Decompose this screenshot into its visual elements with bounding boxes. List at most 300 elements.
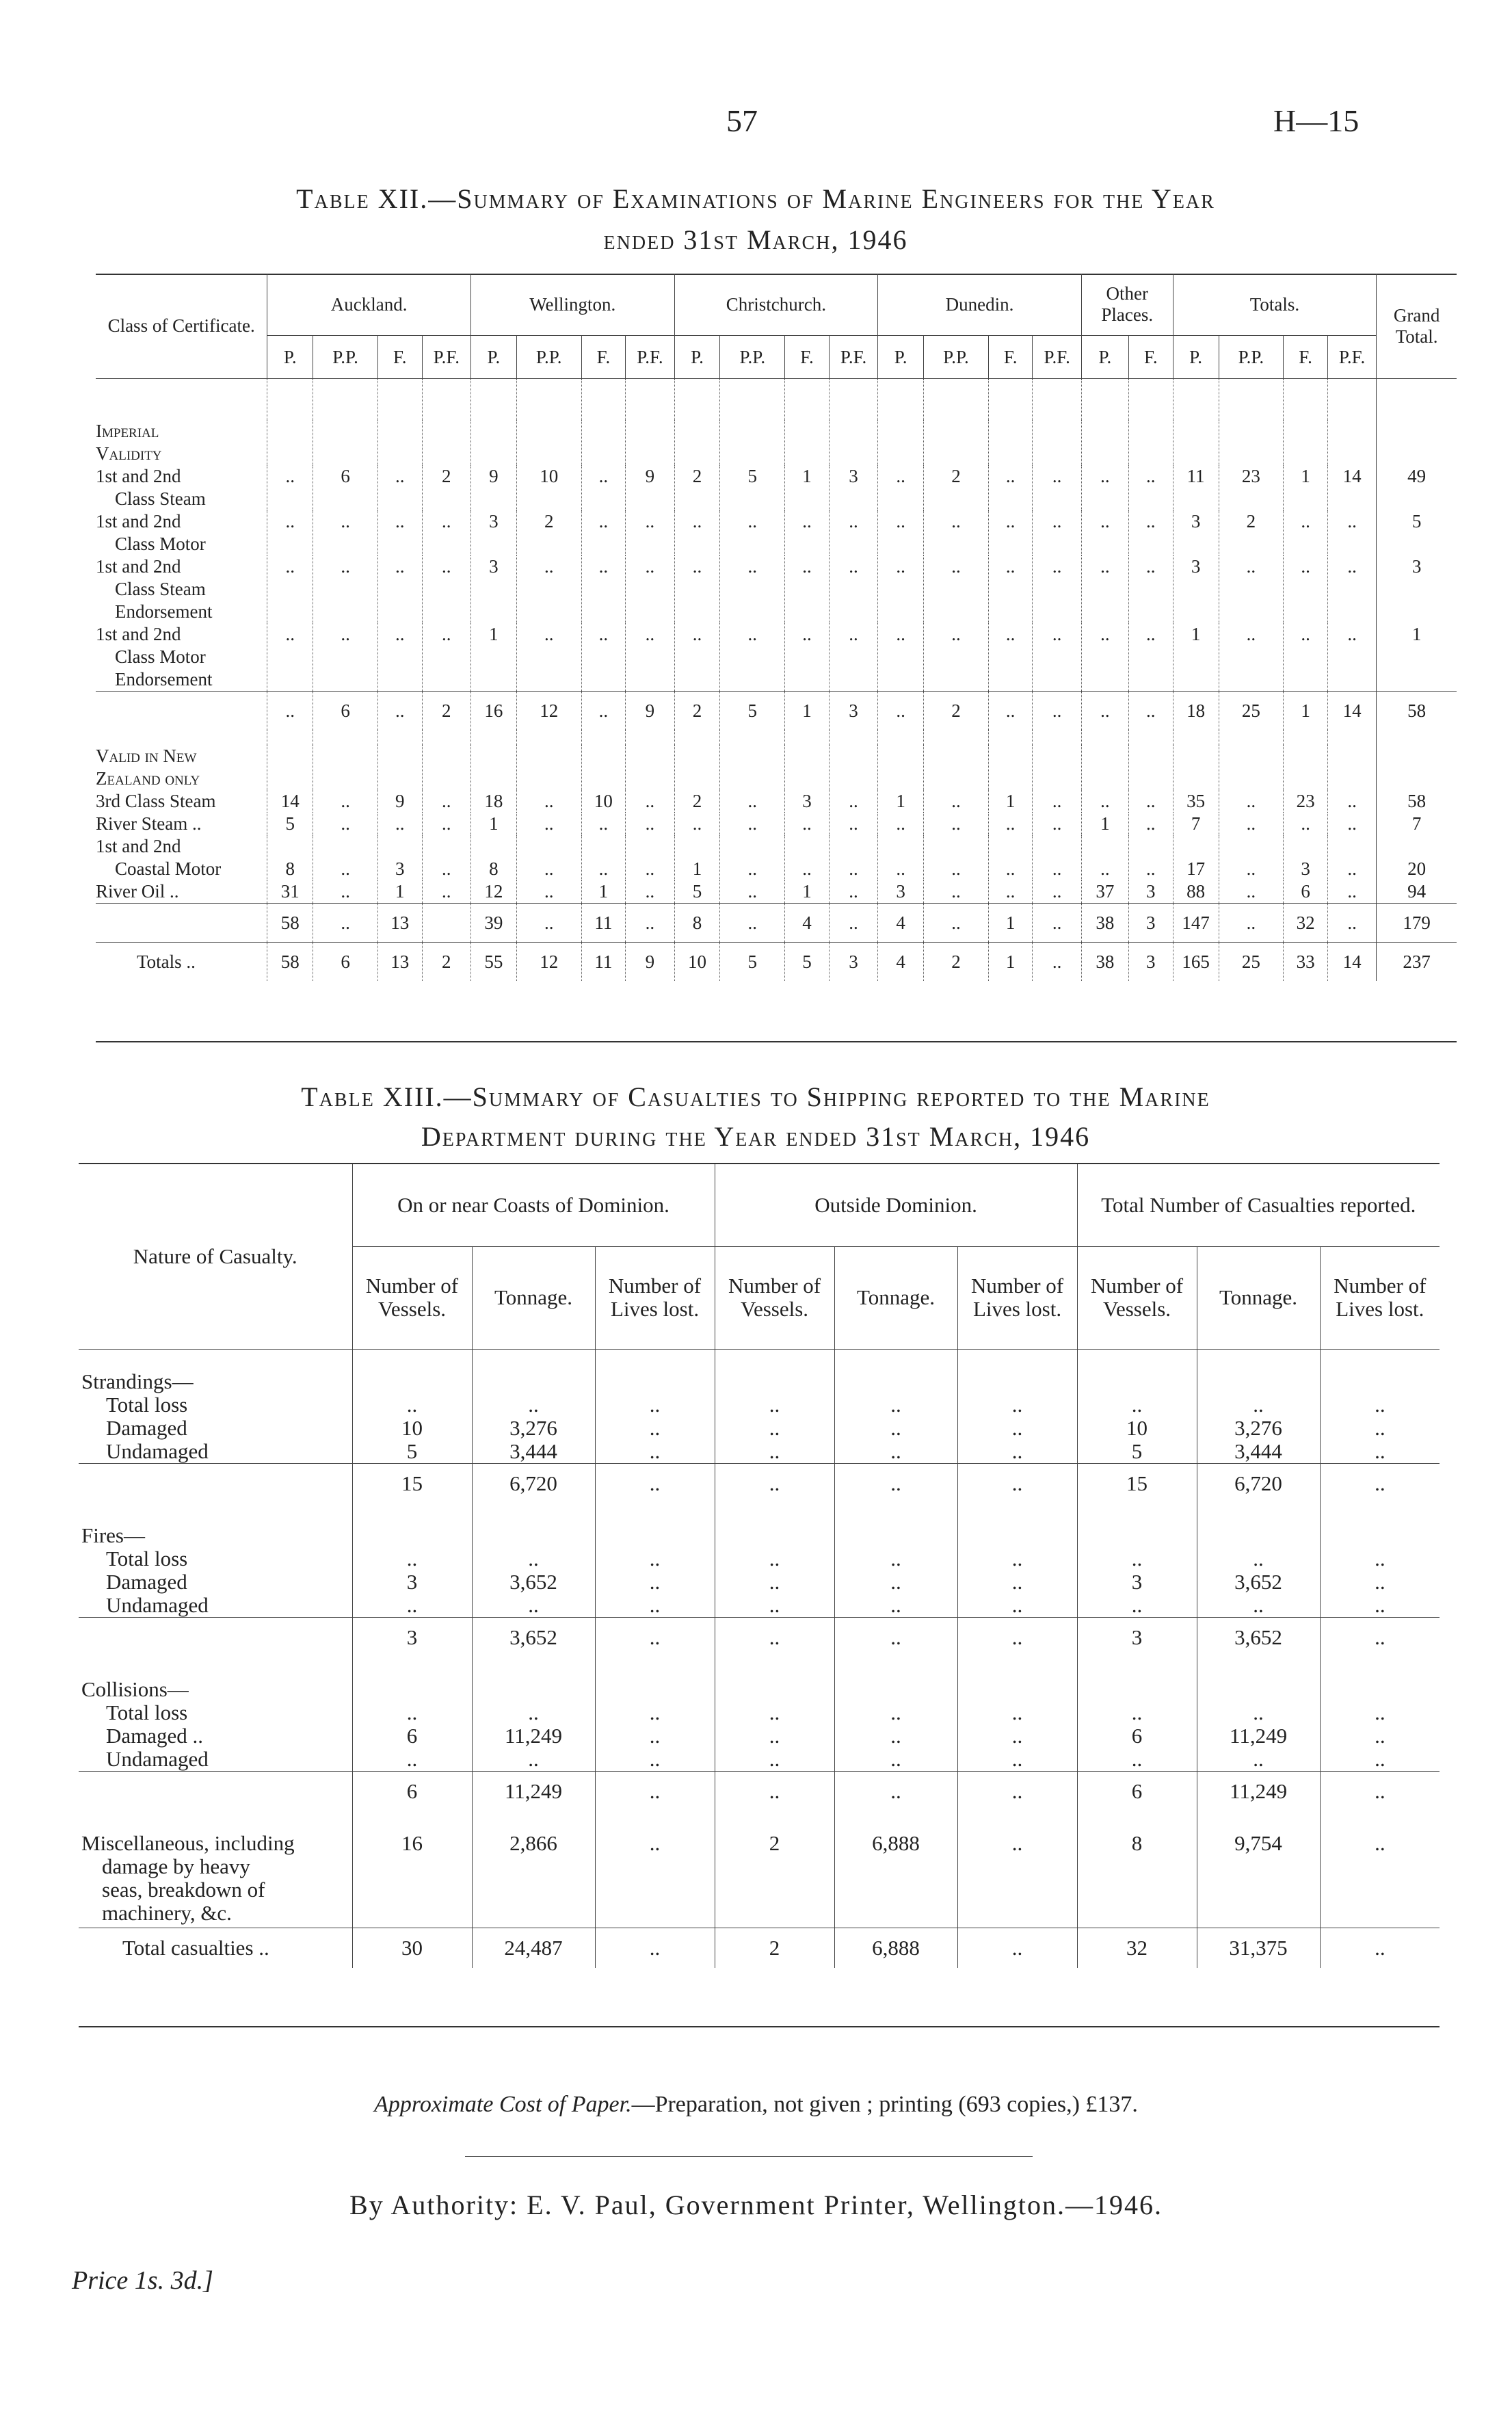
table12-cell: 3 — [377, 835, 422, 880]
table13-group-header: Total Number of Casualties reported. — [1077, 1164, 1440, 1246]
table12-cell: .. — [720, 623, 785, 692]
table12-sub-header: P. — [674, 336, 720, 379]
table12-row-label — [96, 730, 267, 745]
table13-cell: .. — [957, 1617, 1077, 1657]
table13-row-label — [79, 1928, 352, 1968]
table13-cell: .. — [957, 1748, 1077, 1772]
table12-cell: .. — [626, 623, 674, 692]
table12-cell: .. — [674, 510, 720, 555]
table12-cell: .. — [878, 510, 924, 555]
table13-row — [79, 1678, 1440, 1701]
table12-cell: 165 — [1173, 943, 1219, 982]
table12-cell — [626, 745, 674, 790]
table12-cell: 38 — [1081, 904, 1128, 943]
table13-sub-header: Number of Lives lost. — [1320, 1246, 1440, 1349]
table13-cell — [352, 1524, 472, 1547]
table12-cell: 12 — [470, 880, 516, 904]
table13-cell — [352, 1503, 472, 1524]
table13-sub-header: Number of Lives lost. — [957, 1246, 1077, 1349]
table12-cell: .. — [267, 623, 313, 692]
table12-cell: 17 — [1173, 835, 1219, 880]
table12-cell: .. — [924, 623, 989, 692]
table13-sub-header: Tonnage. — [834, 1246, 957, 1349]
table13-cell: 5 — [352, 1440, 472, 1464]
table13-cell — [595, 1503, 715, 1524]
table12-bottom-rule — [96, 1041, 1457, 1042]
table12-cell — [1173, 730, 1219, 745]
table12-cell: .. — [1219, 880, 1284, 904]
table12-cell: .. — [1081, 692, 1128, 731]
table12-cell: .. — [674, 555, 720, 623]
table12-cell: .. — [626, 835, 674, 880]
table12-cell: .. — [1327, 904, 1376, 943]
table12-cell — [924, 745, 989, 790]
table12-cell: .. — [924, 904, 989, 943]
table13-cell — [1077, 1811, 1197, 1832]
table12-cell: .. — [1033, 790, 1081, 813]
table12-cell: 2 — [924, 943, 989, 982]
row-label-line: 1st and 2nd — [96, 624, 181, 644]
table12-cell: .. — [422, 813, 470, 835]
table13-cell: .. — [957, 1440, 1077, 1464]
table13-cell: 10 — [1077, 1417, 1197, 1440]
table13-row — [79, 1571, 1440, 1594]
table13-cell: 2 — [715, 1928, 834, 1968]
table12-cell: .. — [1327, 880, 1376, 904]
table13-cell: .. — [595, 1701, 715, 1724]
table13-cell: .. — [1197, 1594, 1320, 1618]
table12-cell: .. — [1219, 623, 1284, 692]
table12-cell: .. — [720, 835, 785, 880]
table13-row-label — [79, 1771, 352, 1811]
table13-row-label — [79, 1701, 352, 1724]
table12-cell — [1128, 745, 1173, 790]
table12-cell: .. — [924, 835, 989, 880]
table12-cell: 5 — [267, 813, 313, 835]
table12-cell: .. — [988, 692, 1033, 731]
table12-cell: 39 — [470, 904, 516, 943]
table12-cell: .. — [1081, 465, 1128, 510]
table12-cell: 1 — [785, 692, 830, 731]
table12-cell — [581, 730, 626, 745]
table12-cell: 5 — [720, 943, 785, 982]
table12-cell: .. — [829, 510, 877, 555]
table12-cell — [422, 745, 470, 790]
table13-cell: .. — [595, 1748, 715, 1772]
table13-cell — [715, 1503, 834, 1524]
table12-cell: 1 — [1081, 813, 1128, 835]
table12-cell: .. — [1219, 555, 1284, 623]
table13-cell: .. — [834, 1701, 957, 1724]
table12-sub-header: P.P. — [313, 336, 378, 379]
row-label-text: Collisions— — [81, 1677, 189, 1701]
table12-cell — [1284, 745, 1328, 790]
table13-row-label — [79, 1724, 352, 1748]
table12-cell: .. — [1327, 790, 1376, 813]
table13-cell: .. — [1077, 1594, 1197, 1618]
price: Price 1s. 3d.] — [72, 2266, 213, 2295]
table13-cell: 11,249 — [1197, 1771, 1320, 1811]
table12-cell: .. — [1128, 465, 1173, 510]
table12-cell: .. — [878, 623, 924, 692]
table12-cell: .. — [581, 555, 626, 623]
table13-cell: .. — [957, 1771, 1077, 1811]
row-label-text: Total loss — [106, 1393, 188, 1417]
table13-cell — [1320, 1349, 1440, 1370]
row-label-line: Class Steam — [115, 488, 206, 509]
misc-label-line: damage by heavy — [102, 1854, 250, 1878]
table12-grand-cell: 5 — [1377, 510, 1457, 555]
misc-label-line: Miscellaneous, including — [81, 1831, 295, 1855]
table13-cell: .. — [715, 1417, 834, 1440]
table13-cell: .. — [595, 1571, 715, 1594]
table12-cell — [377, 379, 422, 421]
cost-of-paper — [0, 2092, 1512, 2118]
table12-cell: .. — [1081, 790, 1128, 813]
table12-title-line1: Table XII.—Summary of Examinations of Marine Engineers for the Year — [296, 183, 1215, 214]
table13-cell: .. — [957, 1701, 1077, 1724]
table13-cell — [957, 1349, 1077, 1370]
table12-cell: .. — [422, 623, 470, 692]
table12-cell — [377, 730, 422, 745]
table12-cell — [720, 745, 785, 790]
table12-cell: 5 — [785, 943, 830, 982]
table12-cell: .. — [267, 465, 313, 510]
table12-cell: .. — [1128, 813, 1173, 835]
table13-row — [79, 1701, 1440, 1724]
table12 — [96, 274, 1457, 981]
table13-cell: .. — [595, 1724, 715, 1748]
table13-cell — [1197, 1370, 1320, 1393]
table12-row-label — [96, 623, 267, 692]
table12-cell: 2 — [422, 465, 470, 510]
table12-cell: 3 — [1128, 904, 1173, 943]
table13-cell — [834, 1678, 957, 1701]
table12-cell: .. — [785, 623, 830, 692]
table12-sub-header: P. — [470, 336, 516, 379]
table13-cell: .. — [715, 1571, 834, 1594]
table13-cell — [595, 1349, 715, 1370]
table13-cell — [472, 1370, 595, 1393]
table13-row — [79, 1463, 1440, 1503]
table13-cell: .. — [472, 1547, 595, 1571]
table13-cell — [1197, 1349, 1320, 1370]
table12-cell: 3 — [1173, 510, 1219, 555]
table12-cell — [1173, 379, 1219, 421]
table13-cell: .. — [1197, 1393, 1320, 1417]
table12-cell — [422, 379, 470, 421]
table12-cell — [377, 745, 422, 790]
table12-cell: 32 — [1284, 904, 1328, 943]
row-label-line: 1st and 2nd — [96, 511, 181, 531]
table13-row-label — [79, 1832, 352, 1928]
table12-cell: 33 — [1284, 943, 1328, 982]
table13-cell — [1077, 1678, 1197, 1701]
table12-cell — [674, 745, 720, 790]
table12-cell: .. — [1033, 943, 1081, 982]
table12-cell: 1 — [988, 904, 1033, 943]
table12-cell: 4 — [878, 943, 924, 982]
table13-cell: .. — [957, 1832, 1077, 1928]
table13-cell — [957, 1657, 1077, 1678]
table12-cell: 14 — [1327, 465, 1376, 510]
table13-row — [79, 1832, 1440, 1928]
table12-cell — [422, 420, 470, 465]
table12-sub-header: P.P. — [720, 336, 785, 379]
table12-cell — [422, 730, 470, 745]
table12-cell: .. — [829, 880, 877, 904]
table12-cell: 1 — [674, 835, 720, 880]
table13-cell: .. — [1320, 1771, 1440, 1811]
table12-cell: .. — [313, 623, 378, 692]
table12-cell — [470, 745, 516, 790]
table12-cell: 35 — [1173, 790, 1219, 813]
table13-row — [79, 1440, 1440, 1464]
table12-row — [96, 790, 1457, 813]
table12-cell: 8 — [267, 835, 313, 880]
row-label-line: Class Motor — [115, 646, 206, 667]
table12-cell: 2 — [422, 943, 470, 982]
table13-cell — [352, 1349, 472, 1370]
table13-cell — [1320, 1370, 1440, 1393]
table13-cell — [352, 1811, 472, 1832]
table13-row — [79, 1393, 1440, 1417]
row-label-text: Total loss — [106, 1547, 188, 1571]
table13-cell: 24,487 — [472, 1928, 595, 1968]
table12-cell: .. — [924, 510, 989, 555]
authority-line: By Authority: E. V. Paul, Government Printer, Wellington.—1946. — [349, 2190, 1163, 2220]
table12-cell — [924, 379, 989, 421]
table12-row-label — [96, 465, 267, 510]
table12-cell — [313, 420, 378, 465]
table13-cell — [595, 1657, 715, 1678]
table13-cell: .. — [715, 1547, 834, 1571]
table12-cell — [470, 379, 516, 421]
table12-cell — [267, 745, 313, 790]
row-label-text: Fires— — [81, 1523, 145, 1547]
table13-row-label — [79, 1748, 352, 1772]
row-label-text: Total loss — [106, 1700, 188, 1724]
table12-cell: .. — [377, 555, 422, 623]
table12-cell: .. — [720, 555, 785, 623]
table13-cell — [1320, 1657, 1440, 1678]
table13-cell — [715, 1349, 834, 1370]
table12-cell — [674, 420, 720, 465]
table12-row-label — [96, 379, 267, 421]
table12-cell: .. — [377, 623, 422, 692]
table12-cell: .. — [829, 555, 877, 623]
table13-row — [79, 1370, 1440, 1393]
table12-cell: .. — [1327, 813, 1376, 835]
table13-row — [79, 1771, 1440, 1811]
table13-cell — [595, 1678, 715, 1701]
table12-cell: 12 — [516, 943, 581, 982]
table13-cell: .. — [595, 1393, 715, 1417]
table13-cell — [1077, 1524, 1197, 1547]
table12-cell: 58 — [267, 904, 313, 943]
table12-cell: .. — [313, 904, 378, 943]
table12-cell: .. — [720, 790, 785, 813]
table12-cell: 14 — [1327, 943, 1376, 982]
table13-cell — [957, 1678, 1077, 1701]
row-label-text: Undamaged — [106, 1747, 209, 1771]
table12-cell — [626, 379, 674, 421]
table13-cell: .. — [472, 1594, 595, 1618]
table12-cell: .. — [516, 835, 581, 880]
table13-cell: .. — [834, 1393, 957, 1417]
table13-cell — [1077, 1349, 1197, 1370]
table13-row-label — [79, 1657, 352, 1678]
table13-cell: .. — [1320, 1748, 1440, 1772]
table13-cell: .. — [834, 1771, 957, 1811]
table12-cell — [267, 420, 313, 465]
table12-cell — [674, 730, 720, 745]
table13-cell — [715, 1370, 834, 1393]
table13-cell — [834, 1370, 957, 1393]
table13-title-line1: Table XIII.—Summary of Casualties to Shipping reported to the Marine — [301, 1081, 1210, 1112]
table12-class-header: Class of Certificate. — [96, 274, 267, 379]
table12-cell — [470, 730, 516, 745]
table12-sub-header: F. — [988, 336, 1033, 379]
table12-cell: 10 — [516, 465, 581, 510]
table12-sub-header: P.F. — [626, 336, 674, 379]
table12-cell: 2 — [674, 790, 720, 813]
table12-cell: .. — [313, 813, 378, 835]
table13-cell: 8 — [1077, 1832, 1197, 1928]
table12-cell: .. — [626, 880, 674, 904]
table13-cell — [834, 1811, 957, 1832]
table12-cell: 2 — [1219, 510, 1284, 555]
table12-cell: .. — [581, 623, 626, 692]
table12-sub-header: P.P. — [1219, 336, 1284, 379]
table12-cell: .. — [626, 510, 674, 555]
table12-cell: .. — [377, 813, 422, 835]
table12-cell: 37 — [1081, 880, 1128, 904]
table12-cell: .. — [1284, 813, 1328, 835]
table12-cell: .. — [674, 623, 720, 692]
table12-cell: 1 — [470, 623, 516, 692]
table13-cell: 10 — [352, 1417, 472, 1440]
table13-sub-header: Number of Vessels. — [352, 1246, 472, 1349]
table13-row-label — [79, 1524, 352, 1547]
table12-cell: .. — [988, 623, 1033, 692]
table12-row — [96, 813, 1457, 835]
table12-row — [96, 465, 1457, 510]
table13-row-label — [79, 1811, 352, 1832]
table12-cell: 2 — [674, 465, 720, 510]
table13-cell: .. — [1197, 1748, 1320, 1772]
table12-cell: 3 — [1128, 943, 1173, 982]
table13-row-label — [79, 1417, 352, 1440]
table12-title-line2: ended 31st March, 1946 — [603, 224, 908, 255]
table12-cell — [1128, 379, 1173, 421]
table13-row-label — [79, 1678, 352, 1701]
table12-cell — [1327, 730, 1376, 745]
table13-cell: 3,652 — [472, 1617, 595, 1657]
table12-cell: .. — [1081, 623, 1128, 692]
table12-cell: .. — [1128, 555, 1173, 623]
table12-cell: .. — [313, 555, 378, 623]
table13-bottom-rule — [79, 2026, 1440, 2027]
row-label-text: Damaged — [106, 1570, 187, 1594]
table12-cell: 1 — [878, 790, 924, 813]
table12-grand-cell: 58 — [1377, 790, 1457, 813]
table12-cell: 6 — [313, 943, 378, 982]
table12-cell: .. — [1128, 835, 1173, 880]
table13-row-label — [79, 1370, 352, 1393]
table12-cell: 16 — [470, 692, 516, 731]
table13-cell — [352, 1657, 472, 1678]
table12-cell: .. — [1033, 623, 1081, 692]
table13-row-label — [79, 1349, 352, 1370]
table12-cell: .. — [988, 510, 1033, 555]
table13-row-label — [79, 1393, 352, 1417]
table12-cell: 6 — [313, 465, 378, 510]
table12-cell: 1 — [1173, 623, 1219, 692]
table13-title-line2: Department during the Year ended 31st March, 1946 — [421, 1121, 1091, 1152]
table12-grand-cell — [1377, 745, 1457, 790]
table12-cell: .. — [626, 555, 674, 623]
table13-cell: 3 — [352, 1617, 472, 1657]
table12-cell — [674, 379, 720, 421]
table13-row — [79, 1657, 1440, 1678]
table12-cell: .. — [581, 813, 626, 835]
table13-row-label — [79, 1547, 352, 1571]
table12-cell: .. — [313, 790, 378, 813]
table13-cell: .. — [352, 1393, 472, 1417]
table12-cell: 13 — [377, 943, 422, 982]
table13-cell: .. — [1320, 1832, 1440, 1928]
table12-row — [96, 835, 1457, 880]
table12-cell: .. — [313, 510, 378, 555]
row-label-line: Endorsement — [115, 669, 213, 689]
table13-cell — [595, 1524, 715, 1547]
table12-grand-cell: 7 — [1377, 813, 1457, 835]
table12-row — [96, 880, 1457, 904]
table13-row — [79, 1524, 1440, 1547]
table12-cell: .. — [1327, 510, 1376, 555]
table12-cell: .. — [1128, 510, 1173, 555]
table12-cell: 9 — [377, 790, 422, 813]
table12-cell: 18 — [1173, 692, 1219, 731]
table12-row — [96, 943, 1457, 982]
table12-cell: .. — [422, 510, 470, 555]
table12-cell: 9 — [626, 465, 674, 510]
row-label-text: Strandings— — [81, 1369, 194, 1393]
table13-cell: 6,720 — [472, 1463, 595, 1503]
table12-row — [96, 745, 1457, 790]
table13-cell: .. — [834, 1547, 957, 1571]
table13-cell: .. — [715, 1393, 834, 1417]
row-label-line: Coastal Motor — [115, 858, 222, 879]
table12-cell — [626, 730, 674, 745]
table13-cell: 6 — [1077, 1724, 1197, 1748]
table13-cell: .. — [1320, 1393, 1440, 1417]
table12-grand-cell: 58 — [1377, 692, 1457, 731]
table12-cell — [313, 745, 378, 790]
table13-cell: 3 — [352, 1571, 472, 1594]
table12-row — [96, 420, 1457, 465]
table12-cell: 3 — [878, 880, 924, 904]
table12-cell: .. — [1327, 623, 1376, 692]
table13-cell: 15 — [1077, 1463, 1197, 1503]
table13-cell — [472, 1524, 595, 1547]
table12-cell: 3 — [1284, 835, 1328, 880]
table12-cell: 3 — [785, 790, 830, 813]
table13-sub-header: Tonnage. — [1197, 1246, 1320, 1349]
table12-cell: .. — [1219, 813, 1284, 835]
table12-cell: 2 — [924, 692, 989, 731]
